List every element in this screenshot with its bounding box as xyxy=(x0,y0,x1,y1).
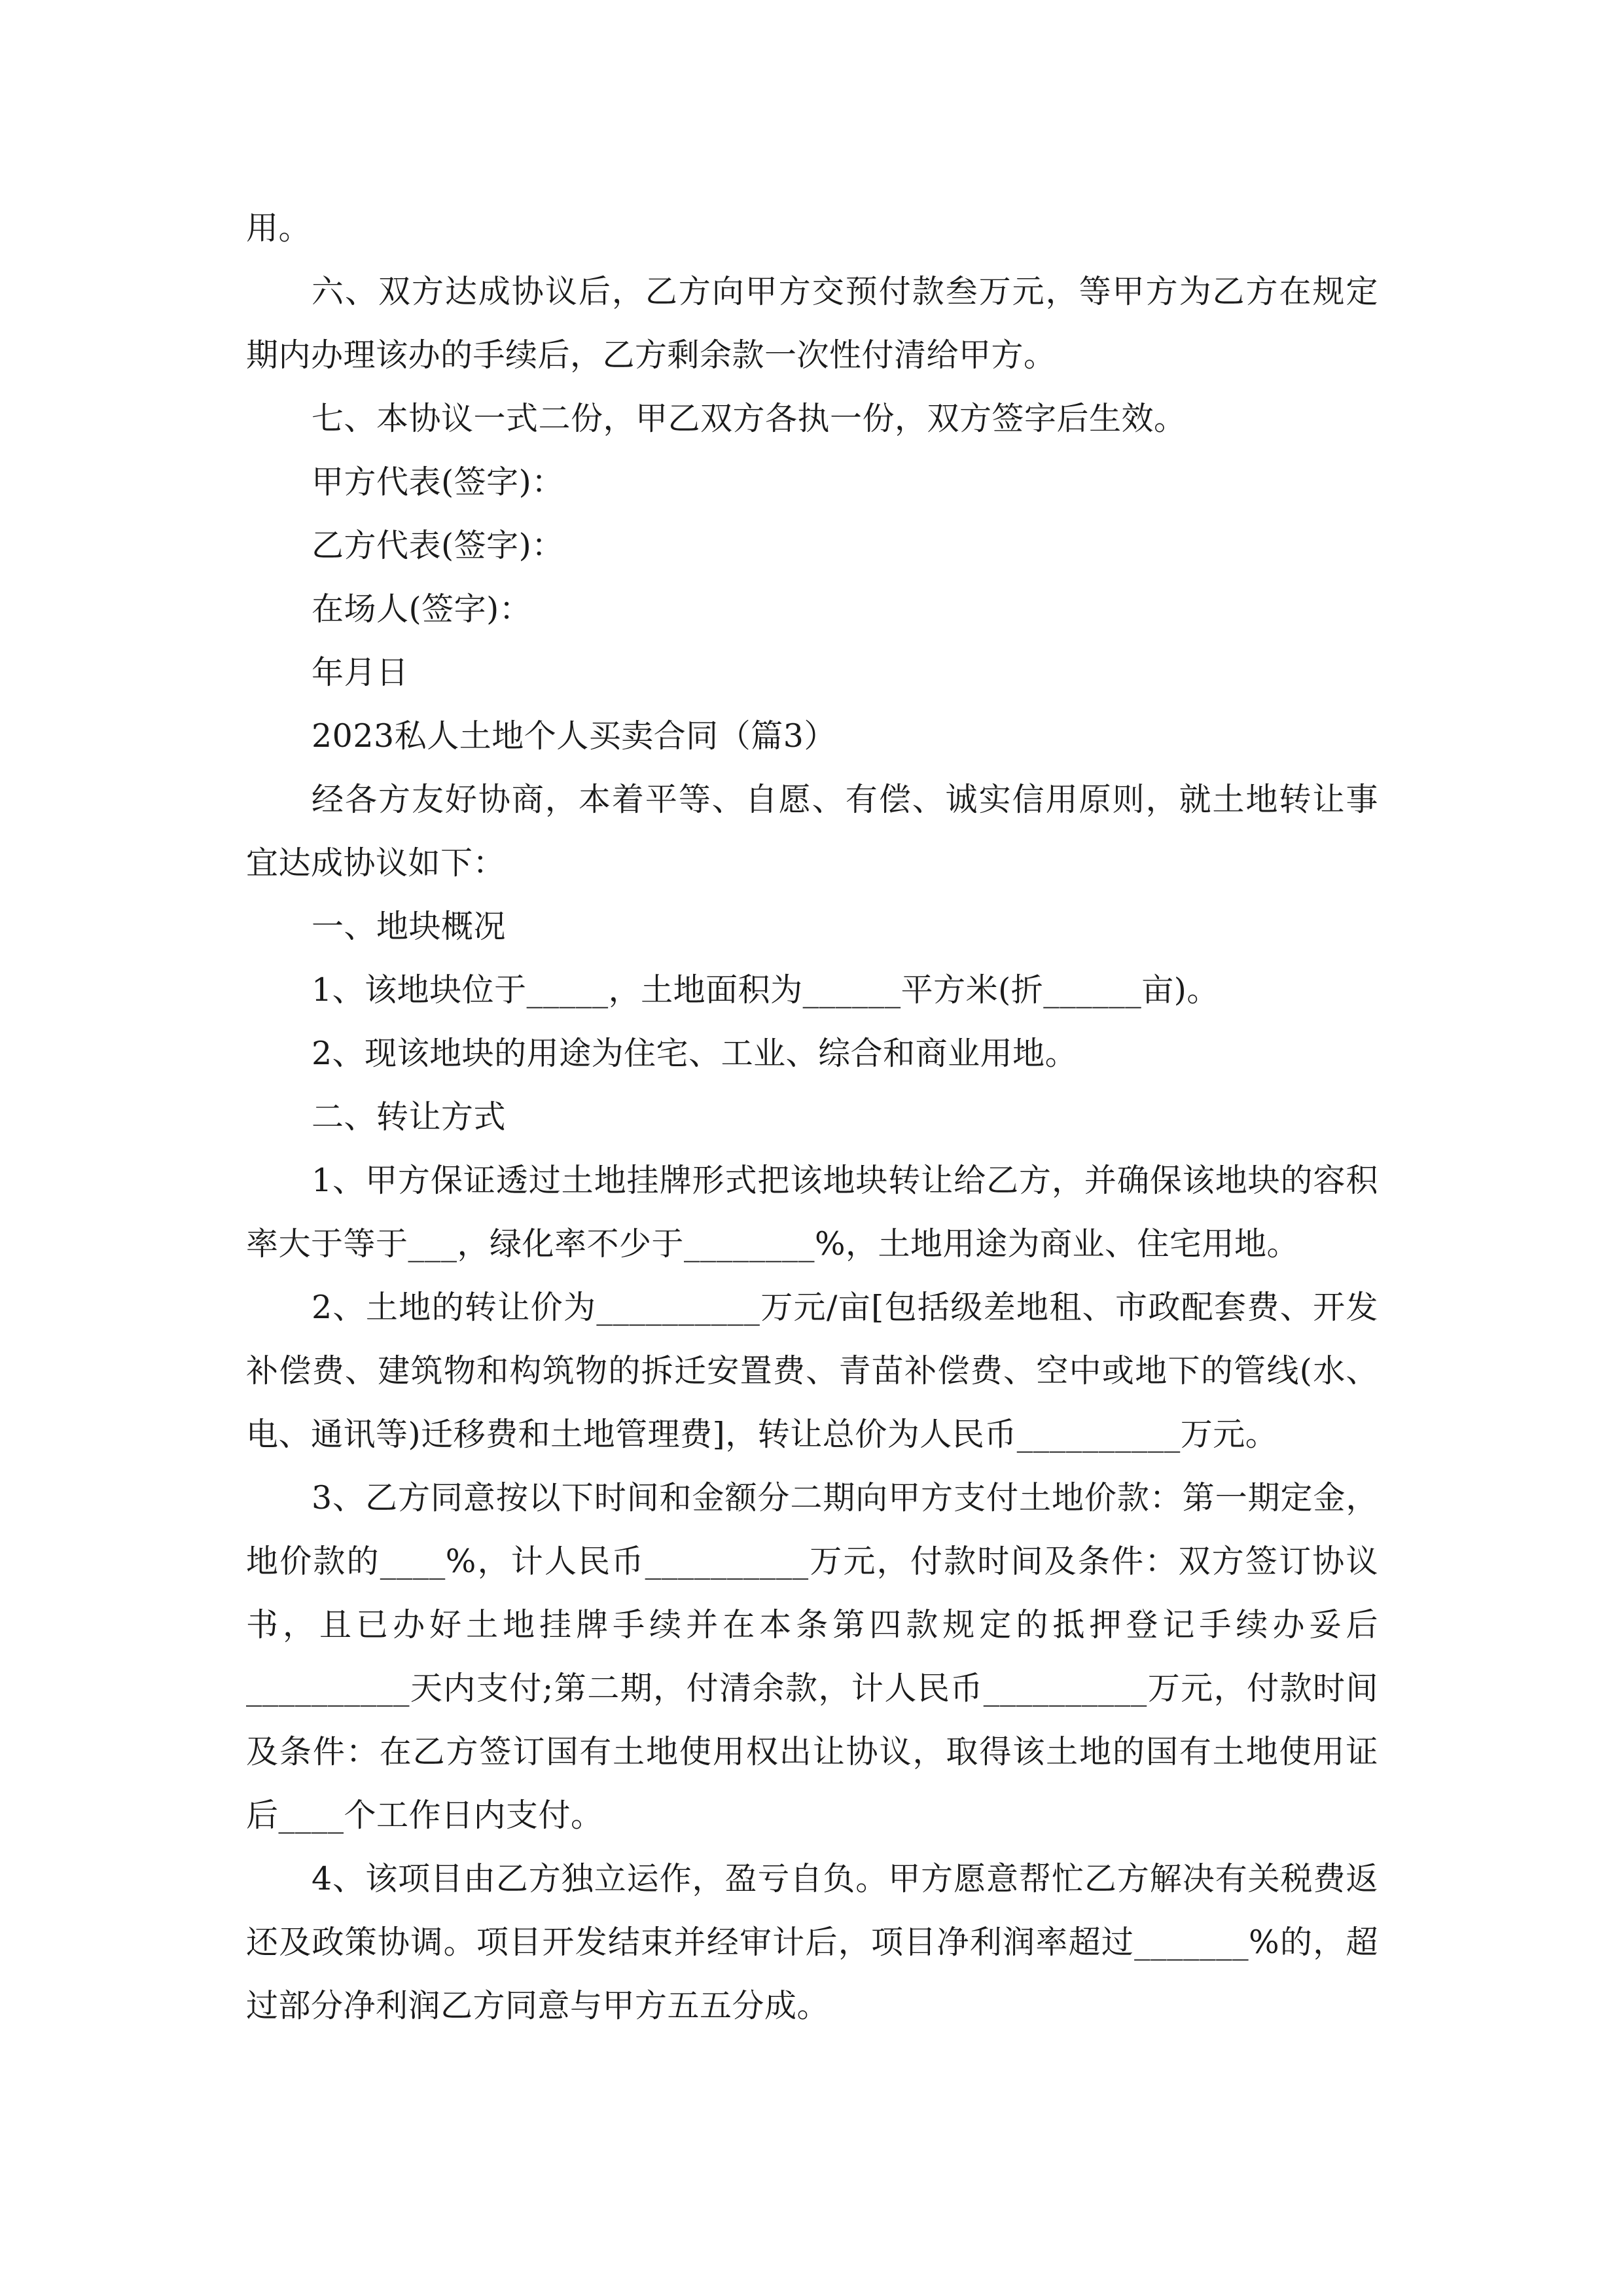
paragraph-plot-usage: 2、现该地块的用途为住宅、工业、综合和商业用地。 xyxy=(312,1035,1078,1072)
paragraph-clause-6: 六、双方达成协议后，乙方向甲方交预付款叁万元，等甲方为乙方在规定期内办理该办的手续后，乙方剩余款一次性付清给甲方。 xyxy=(246,273,1378,374)
signature-witness: 在场人(签字)： xyxy=(312,590,532,628)
paragraph-plot-location: 1、该地块位于_____，土地面积为______平方米(折______亩)。 xyxy=(312,971,1219,1009)
paragraph-clause-7: 七、本协议一式二份，甲乙双方各执一份，双方签字后生效。 xyxy=(312,400,1186,437)
document-body xyxy=(246,196,1378,2037)
signature-date: 年月日 xyxy=(312,654,409,691)
heading-transfer-method: 二、转让方式 xyxy=(312,1098,507,1136)
paragraph-preamble: 经各方友好协商，本着平等、自愿、有偿、诚实信用原则，就土地转让事宜达成协议如下： xyxy=(246,781,1378,882)
paragraph-transfer-2: 2、土地的转让价为__________万元/亩[包括级差地租、市政配套费、开发补偿费、建筑物和构筑物的拆迁安置费、青苗补偿费、空中或地下的管线(水、电、通讯等)迁移费和土地管理费]，转让总价为人民币__________万元。 xyxy=(246,1289,1378,1453)
section-title: 2023私人土地个人买卖合同（篇3） xyxy=(312,717,836,755)
paragraph-transfer-4: 4、该项目由乙方独立运作，盈亏自负。甲方愿意帮忙乙方解决有关税费返还及政策协调。项目开发结束并经审计后，项目净利润率超过_______%的，超过部分净利润乙方同意与甲方五五分成。 xyxy=(246,1860,1378,2024)
paragraph-transfer-3: 3、乙方同意按以下时间和金额分二期向甲方支付土地价款：第一期定金，地价款的____%，计人民币__________万元，付款时间及条件：双方签订协议书，且已办好土地挂牌手续并在本条第四款规定的抵押登记手续办妥后__________天内支付;第二期，付清余款，计人民币__________万元，付款时间及条件：在乙方签订国有土地使用权出让协议，取得该土地的国有土地使用证后____个工作日内支付。 xyxy=(246,1479,1378,1834)
signature-party-a: 甲方代表(签字)： xyxy=(312,463,564,501)
paragraph-continuation: 用。 xyxy=(246,209,312,247)
paragraph-transfer-1: 1、甲方保证透过土地挂牌形式把该地块转让给乙方，并确保该地块的容积率大于等于___，绿化率不少于________%，土地用途为商业、住宅用地。 xyxy=(246,1162,1378,1263)
heading-plot-overview: 一、地块概况 xyxy=(312,908,507,945)
signature-party-b: 乙方代表(签字)： xyxy=(312,527,564,564)
